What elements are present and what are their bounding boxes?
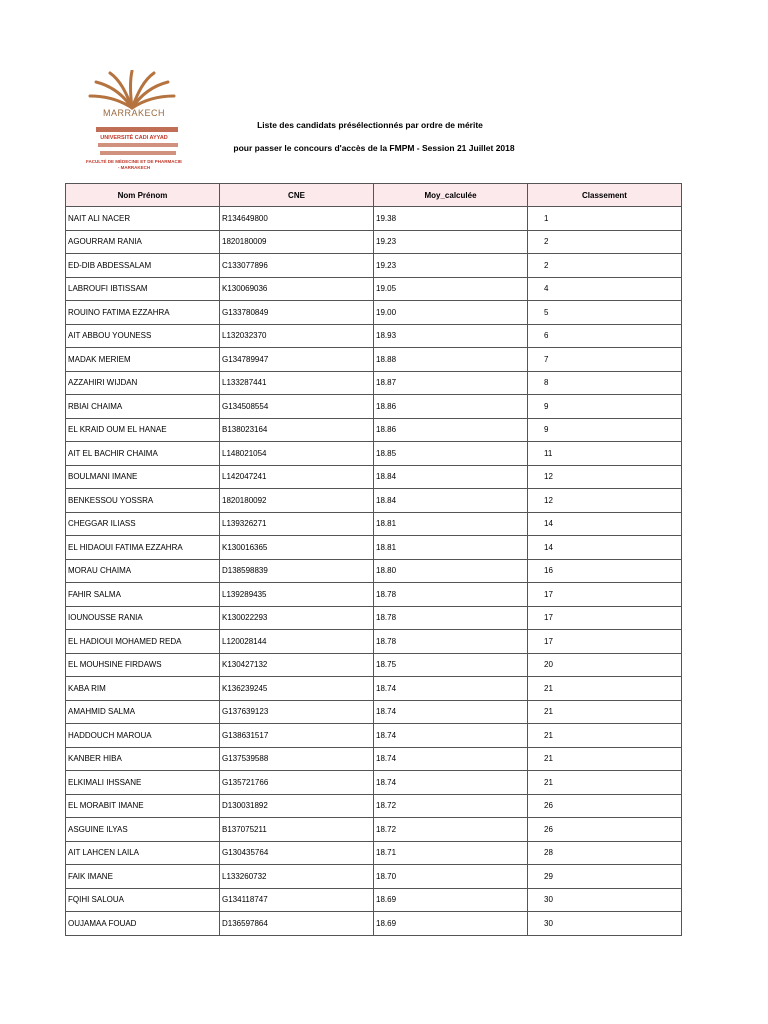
cell-average: 18.78 <box>374 583 528 607</box>
cell-cne: L142047241 <box>220 465 374 489</box>
cell-name: NAIT ALI NACER <box>66 207 220 231</box>
cell-cne: G130435764 <box>220 841 374 865</box>
cell-rank: 21 <box>528 677 682 701</box>
cell-name: FAIK IMANE <box>66 865 220 889</box>
table-row <box>66 912 682 936</box>
cell-rank: 30 <box>528 912 682 936</box>
cell-cne: L133287441 <box>220 371 374 395</box>
table-row <box>66 254 682 278</box>
table-row <box>66 653 682 677</box>
cell-cne: D136597864 <box>220 912 374 936</box>
table-row <box>66 888 682 912</box>
cell-average: 18.70 <box>374 865 528 889</box>
cell-cne: B138023164 <box>220 418 374 442</box>
table-row <box>66 818 682 842</box>
cell-cne: L139326271 <box>220 512 374 536</box>
cell-rank: 21 <box>528 700 682 724</box>
column-header-average: Moy_calculée <box>374 184 528 207</box>
cell-name: AIT ABBOU YOUNESS <box>66 324 220 348</box>
cell-name: AIT LAHCEN LAILA <box>66 841 220 865</box>
cell-name: CHEGGAR ILIASS <box>66 512 220 536</box>
column-header-name: Nom Prénom <box>66 184 220 207</box>
cell-cne: L132032370 <box>220 324 374 348</box>
table-row <box>66 559 682 583</box>
cell-cne: G134118747 <box>220 888 374 912</box>
logo-city-text: MARRAKECH <box>102 108 165 118</box>
table-row <box>66 348 682 372</box>
table-body <box>66 207 682 936</box>
cell-rank: 5 <box>528 301 682 325</box>
cell-average: 18.74 <box>374 771 528 795</box>
cell-name: EL KRAID OUM EL HANAE <box>66 418 220 442</box>
cell-rank: 2 <box>528 254 682 278</box>
table-row <box>66 747 682 771</box>
cell-cne: G134508554 <box>220 395 374 419</box>
cell-cne: L139289435 <box>220 583 374 607</box>
table-row <box>66 395 682 419</box>
cell-average: 18.72 <box>374 818 528 842</box>
cell-cne: 1820180092 <box>220 489 374 513</box>
cell-rank: 4 <box>528 277 682 301</box>
table-row <box>66 324 682 348</box>
cell-name: BENKESSOU YOSSRA <box>66 489 220 513</box>
cell-average: 18.93 <box>374 324 528 348</box>
cell-cne: K136239245 <box>220 677 374 701</box>
cell-average: 18.81 <box>374 536 528 560</box>
cell-name: EL HADIOUI MOHAMED REDA <box>66 630 220 654</box>
logo-university-text: UNIVERSITÉ CADI AYYAD <box>100 135 168 141</box>
cell-name: ED-DIB ABDESSALAM <box>66 254 220 278</box>
cell-average: 19.00 <box>374 301 528 325</box>
cell-average: 18.74 <box>374 677 528 701</box>
cell-rank: 12 <box>528 489 682 513</box>
table-row <box>66 230 682 254</box>
table-row <box>66 489 682 513</box>
cell-cne: 1820180009 <box>220 230 374 254</box>
cell-name: ASGUINE ILYAS <box>66 818 220 842</box>
table-row <box>66 724 682 748</box>
table-row <box>66 677 682 701</box>
cell-average: 19.23 <box>374 254 528 278</box>
cell-rank: 17 <box>528 606 682 630</box>
cell-average: 19.23 <box>374 230 528 254</box>
cell-average: 18.78 <box>374 606 528 630</box>
cell-average: 18.80 <box>374 559 528 583</box>
cell-rank: 6 <box>528 324 682 348</box>
cell-cne: K130069036 <box>220 277 374 301</box>
cell-rank: 17 <box>528 630 682 654</box>
document-title: Liste des candidats présélectionnés par ordre de mérite <box>257 120 483 130</box>
logo-arabic-line <box>100 151 176 155</box>
cell-name: AIT EL BACHIR CHAIMA <box>66 442 220 466</box>
cell-average: 18.86 <box>374 418 528 442</box>
logo-arabic-line <box>98 143 178 147</box>
cell-cne: D130031892 <box>220 794 374 818</box>
cell-name: KANBER HIBA <box>66 747 220 771</box>
cell-name: ELKIMALI IHSSANE <box>66 771 220 795</box>
column-header-cne: CNE <box>220 184 374 207</box>
cell-rank: 21 <box>528 724 682 748</box>
cell-rank: 26 <box>528 818 682 842</box>
cell-name: AZZAHIRI WIJDAN <box>66 371 220 395</box>
logo-faculty-text: FACULTÉ DE MÉDECINE ET DE PHARMACIE - MARRAKECH <box>86 159 182 170</box>
table-row <box>66 277 682 301</box>
cell-average: 18.74 <box>374 724 528 748</box>
cell-average: 18.84 <box>374 489 528 513</box>
cell-average: 19.05 <box>374 277 528 301</box>
cell-name: BOULMANI IMANE <box>66 465 220 489</box>
cell-cne: G137639123 <box>220 700 374 724</box>
cell-cne: G133780849 <box>220 301 374 325</box>
cell-rank: 21 <box>528 747 682 771</box>
cell-name: EL MORABIT IMANE <box>66 794 220 818</box>
table-row <box>66 207 682 231</box>
cell-average: 18.78 <box>374 630 528 654</box>
cell-name: LABROUFI IBTISSAM <box>66 277 220 301</box>
cell-cne: G137539588 <box>220 747 374 771</box>
cell-rank: 28 <box>528 841 682 865</box>
cell-average: 18.75 <box>374 653 528 677</box>
cell-name: FQIHI SALOUA <box>66 888 220 912</box>
cell-name: RBIAI CHAIMA <box>66 395 220 419</box>
table-row <box>66 465 682 489</box>
cell-average: 18.85 <box>374 442 528 466</box>
cell-rank: 11 <box>528 442 682 466</box>
logo-arabic-line <box>96 127 178 132</box>
cell-name: FAHIR SALMA <box>66 583 220 607</box>
cell-cne: K130022293 <box>220 606 374 630</box>
cell-name: HADDOUCH MAROUA <box>66 724 220 748</box>
cell-cne: B137075211 <box>220 818 374 842</box>
cell-name: EL MOUHSINE FIRDAWS <box>66 653 220 677</box>
cell-rank: 1 <box>528 207 682 231</box>
palm-emblem-icon <box>82 70 182 110</box>
cell-rank: 26 <box>528 794 682 818</box>
cell-name: ROUINO FATIMA EZZAHRA <box>66 301 220 325</box>
cell-rank: 16 <box>528 559 682 583</box>
cell-rank: 9 <box>528 418 682 442</box>
cell-average: 18.88 <box>374 348 528 372</box>
cell-name: MADAK MERIEM <box>66 348 220 372</box>
cell-rank: 20 <box>528 653 682 677</box>
table-row <box>66 512 682 536</box>
cell-rank: 9 <box>528 395 682 419</box>
cell-average: 18.86 <box>374 395 528 419</box>
cell-cne: L148021054 <box>220 442 374 466</box>
table-header-row <box>66 184 682 207</box>
document-subtitle: pour passer le concours d'accès de la FMPM - Session 21 Juillet 2018 <box>233 143 515 153</box>
cell-average: 18.69 <box>374 888 528 912</box>
cell-average: 18.74 <box>374 700 528 724</box>
cell-rank: 30 <box>528 888 682 912</box>
university-logo <box>82 70 182 170</box>
cell-average: 18.84 <box>374 465 528 489</box>
cell-rank: 12 <box>528 465 682 489</box>
cell-cne: L133260732 <box>220 865 374 889</box>
cell-rank: 2 <box>528 230 682 254</box>
cell-rank: 14 <box>528 512 682 536</box>
cell-name: KABA RIM <box>66 677 220 701</box>
cell-cne: C133077896 <box>220 254 374 278</box>
cell-rank: 17 <box>528 583 682 607</box>
cell-cne: K130016365 <box>220 536 374 560</box>
cell-average: 18.69 <box>374 912 528 936</box>
cell-name: OUJAMAA FOUAD <box>66 912 220 936</box>
table-row <box>66 301 682 325</box>
cell-cne: L120028144 <box>220 630 374 654</box>
table-row <box>66 442 682 466</box>
cell-name: AMAHMID SALMA <box>66 700 220 724</box>
cell-cne: R134649800 <box>220 207 374 231</box>
cell-name: AGOURRAM RANIA <box>66 230 220 254</box>
cell-name: EL HIDAOUI FATIMA EZZAHRA <box>66 536 220 560</box>
cell-rank: 8 <box>528 371 682 395</box>
table-row <box>66 841 682 865</box>
table-row <box>66 536 682 560</box>
table-row <box>66 771 682 795</box>
table-row <box>66 794 682 818</box>
candidates-table <box>65 183 682 936</box>
cell-rank: 21 <box>528 771 682 795</box>
table-row <box>66 630 682 654</box>
cell-rank: 7 <box>528 348 682 372</box>
cell-average: 18.74 <box>374 747 528 771</box>
cell-average: 18.71 <box>374 841 528 865</box>
table-row <box>66 583 682 607</box>
cell-average: 18.81 <box>374 512 528 536</box>
cell-average: 18.72 <box>374 794 528 818</box>
table-row <box>66 418 682 442</box>
column-header-rank: Classement <box>528 184 682 207</box>
table-row <box>66 606 682 630</box>
table-row <box>66 700 682 724</box>
cell-average: 19.38 <box>374 207 528 231</box>
cell-average: 18.87 <box>374 371 528 395</box>
cell-name: IOUNOUSSE RANIA <box>66 606 220 630</box>
cell-cne: K130427132 <box>220 653 374 677</box>
cell-rank: 29 <box>528 865 682 889</box>
cell-rank: 14 <box>528 536 682 560</box>
cell-cne: G138631517 <box>220 724 374 748</box>
cell-cne: G134789947 <box>220 348 374 372</box>
cell-cne: G135721766 <box>220 771 374 795</box>
cell-name: MORAU CHAIMA <box>66 559 220 583</box>
table-row <box>66 865 682 889</box>
cell-cne: D138598839 <box>220 559 374 583</box>
table-row <box>66 371 682 395</box>
